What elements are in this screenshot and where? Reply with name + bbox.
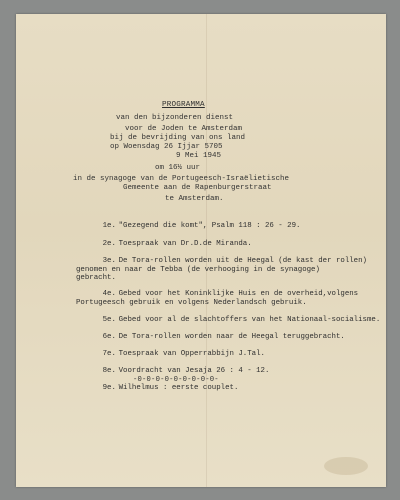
- program-item-number: 9e.: [102, 383, 116, 392]
- program-item-number: 1e.: [102, 221, 116, 230]
- program-item-number: 7e.: [102, 349, 116, 358]
- paper-stain: [324, 457, 368, 475]
- program-title: PROGRAMMA: [162, 101, 205, 109]
- document-page: [16, 14, 386, 487]
- program-item-text: "Gezegend die komt", Psalm 118 : 26 - 29.: [118, 221, 301, 230]
- program-item-text: De Tora-rollen worden naar de Heegal teruggebracht.: [118, 332, 345, 341]
- intro-line: van den bijzonderen dienst: [116, 114, 234, 122]
- intro-line: Gemeente aan de Rapenburgerstraat: [123, 184, 272, 192]
- intro-line: in de synagoge van de Portugeesch-Israëlietische: [73, 175, 290, 183]
- intro-line: te Amsterdam.: [165, 195, 224, 203]
- program-item-text: Gebed voor het Koninklijke Huis en de overheid,volgens Portugeesch gebruik en volgens Nederlandsch gebruik.: [76, 289, 359, 307]
- program-item-number: 8e.: [102, 366, 116, 375]
- program-item-number: 6e.: [102, 332, 116, 341]
- intro-line: 9 Mei 1945: [176, 152, 222, 160]
- program-item-number: 3e.: [102, 256, 116, 265]
- program-item-text: Toespraak van Opperrabbijn J.Tal.: [118, 349, 265, 358]
- program-item-text: De Tora-rollen worden uit de Heegal (de kast der rollen) genomen en naar de Tebba (de verhooging in de synagoge) gebracht.: [76, 256, 367, 283]
- program-item-text: Wilhelmus : eerste couplet.: [118, 383, 239, 392]
- program-item-text: Gebed voor al de slachtoffers van het Nationaal-socialisme.: [118, 315, 381, 324]
- intro-line: voor de Joden te Amsterdam: [125, 125, 243, 133]
- program-item-number: 4e.: [102, 289, 116, 298]
- program-item-number: 2e.: [102, 239, 116, 248]
- program-item-text: Voordracht van Jesaja 26 : 4 - 12.: [118, 366, 270, 375]
- intro-line: om 16½ uur: [155, 164, 201, 172]
- program-item: [76, 375, 381, 401]
- program-item-number: 5e.: [102, 315, 116, 324]
- intro-line: bij de bevrijding van ons land: [110, 134, 246, 142]
- closing-ornament: -0-0-0-0-0-0-0-0-0-: [133, 376, 219, 384]
- program-item-text: Toespraak van Dr.D.de Miranda.: [118, 239, 252, 248]
- intro-line: op Woensdag 26 Ijjar 5705: [110, 143, 223, 151]
